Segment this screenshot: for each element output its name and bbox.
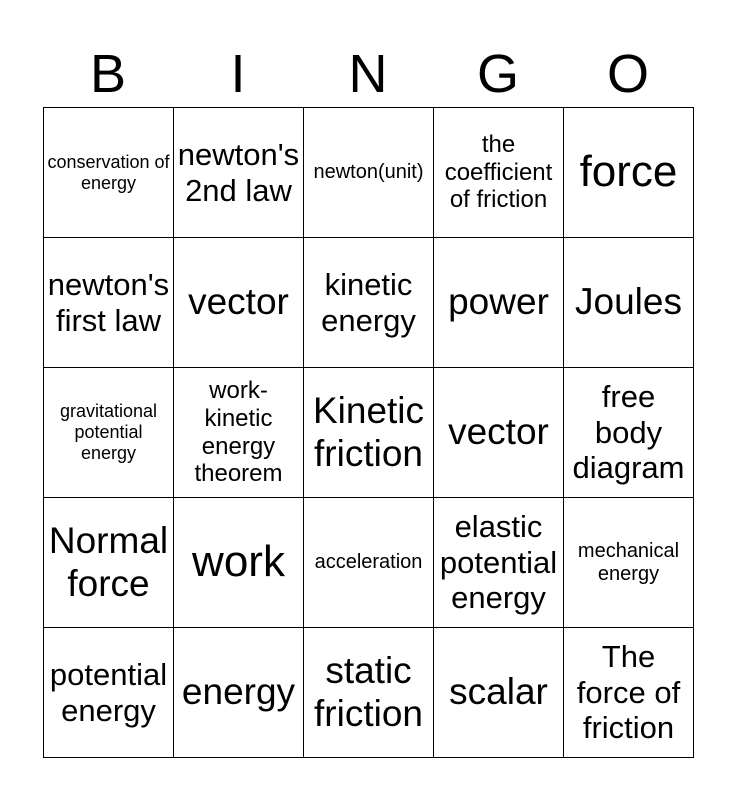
bingo-cell: energy <box>174 628 304 758</box>
header-letter-o: O <box>606 44 649 104</box>
bingo-cell: force <box>564 108 694 238</box>
bingo-cell: newton's 2nd law <box>174 108 304 238</box>
bingo-cell: mechanical energy <box>564 498 694 628</box>
bingo-cell: The force of friction <box>564 628 694 758</box>
bingo-cell: gravitational potential energy <box>44 368 174 498</box>
bingo-cell: vector <box>174 238 304 368</box>
bingo-cell: Kinetic friction <box>304 368 434 498</box>
header-letter-i: I <box>230 44 246 104</box>
bingo-cell: the coefficient of friction <box>434 108 564 238</box>
bingo-row <box>44 498 694 628</box>
bingo-row <box>44 628 694 758</box>
bingo-cell: free body diagram <box>564 368 694 498</box>
bingo-cell: Joules <box>564 238 694 368</box>
bingo-cell: kinetic energy <box>304 238 434 368</box>
bingo-cell: conservation of energy <box>44 108 174 238</box>
header-letter-n: N <box>348 44 388 104</box>
bingo-card <box>43 107 694 758</box>
header-letter-g: G <box>476 44 519 104</box>
bingo-row <box>44 238 694 368</box>
bingo-cell: vector <box>434 368 564 498</box>
bingo-row <box>44 368 694 498</box>
bingo-cell: Normal force <box>44 498 174 628</box>
header-letter-b: B <box>89 44 127 104</box>
bingo-cell: scalar <box>434 628 564 758</box>
bingo-cell: acceleration <box>304 498 434 628</box>
bingo-cell: work-kinetic energy theorem <box>174 368 304 498</box>
bingo-row <box>44 108 694 238</box>
bingo-header <box>43 42 693 106</box>
bingo-cell: elastic potential energy <box>434 498 564 628</box>
bingo-cell: power <box>434 238 564 368</box>
bingo-cell: static friction <box>304 628 434 758</box>
bingo-cell: work <box>174 498 304 628</box>
bingo-cell: newton's first law <box>44 238 174 368</box>
bingo-cell: newton(unit) <box>304 108 434 238</box>
bingo-cell: potential energy <box>44 628 174 758</box>
